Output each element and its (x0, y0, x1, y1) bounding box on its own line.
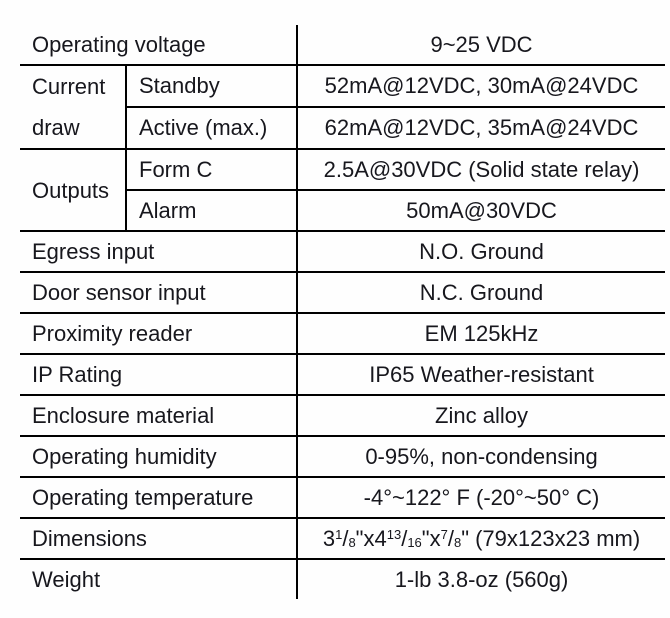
row-weight (20, 559, 665, 599)
spec-sublabel-alarm: Alarm (126, 190, 297, 231)
row-proximity-reader (20, 313, 665, 354)
spec-value-operating-humidity: 0-95%, non-condensing (297, 436, 665, 477)
spec-value-ip-rating: IP65 Weather-resistant (297, 354, 665, 395)
spec-value-operating-voltage: 9~25 VDC (297, 25, 665, 65)
spec-label-door-sensor-input: Door sensor input (20, 272, 297, 313)
spec-value-standby: 52mA@12VDC, 30mA@24VDC (297, 65, 665, 107)
row-operating-temperature (20, 477, 665, 518)
spec-label-proximity-reader: Proximity reader (20, 313, 297, 354)
spec-label-egress-input: Egress input (20, 231, 297, 272)
spec-label-operating-voltage: Operating voltage (20, 25, 297, 65)
spec-value-alarm: 50mA@30VDC (297, 190, 665, 231)
spec-label-weight: Weight (32, 566, 101, 592)
row-dimensions (20, 518, 665, 559)
spec-label-dimensions: Dimensions (20, 518, 297, 559)
spec-group-current-draw: Current draw (20, 65, 126, 149)
spec-group-outputs: Outputs (20, 149, 126, 231)
row-egress-input (20, 231, 665, 272)
spec-value-proximity-reader: EM 125kHz (297, 313, 665, 354)
row-outputs-form-c (20, 149, 665, 190)
spec-value-operating-temperature: -4°~122° F (-20°~50° C) (297, 477, 665, 518)
spec-label-operating-temperature: Operating temperature (20, 477, 297, 518)
spec-value-enclosure-material: Zinc alloy (297, 395, 665, 436)
spec-label-ip-rating: IP Rating (20, 354, 297, 395)
specifications-table (20, 25, 665, 599)
row-operating-voltage (20, 25, 665, 65)
row-door-sensor-input (20, 272, 665, 313)
row-current-draw-standby (20, 65, 665, 107)
spec-value-form-c: 2.5A@30VDC (Solid state relay) (297, 149, 665, 190)
spec-label-operating-humidity: Operating humidity (20, 436, 297, 477)
spec-sublabel-form-c: Form C (126, 149, 297, 190)
spec-value-dimensions: $3^1/8"x4^{13}/16"x^7/8$" (79x123x23 mm) (297, 518, 665, 559)
row-enclosure-material (20, 395, 665, 436)
spec-value-weight: 1-lb 3.8-oz (560g) (297, 559, 665, 599)
spec-label-enclosure-material: Enclosure material (20, 395, 297, 436)
spec-value-active-max: 62mA@12VDC, 35mA@24VDC (297, 107, 665, 149)
spec-sublabel-active-max: Active (max.) (126, 107, 297, 149)
spec-sublabel-standby: Standby (126, 65, 297, 107)
row-ip-rating (20, 354, 665, 395)
spec-value-egress-input: N.O. Ground (297, 231, 665, 272)
spec-value-door-sensor-input: N.C. Ground (297, 272, 665, 313)
row-operating-humidity (20, 436, 665, 477)
